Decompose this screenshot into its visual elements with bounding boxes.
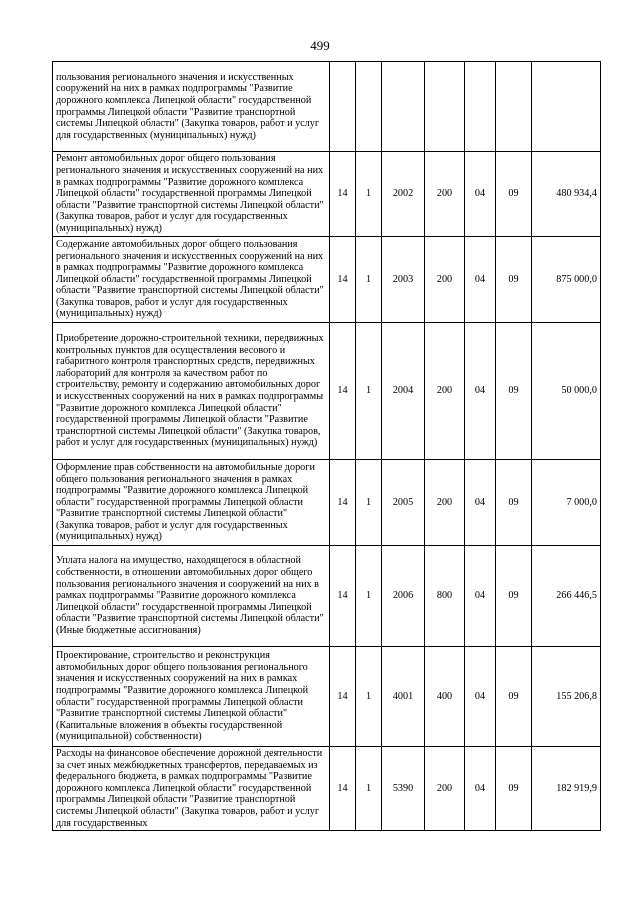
cell-section: 04 [465,546,496,647]
table-row [53,747,601,831]
cell-expense-type: 200 [425,152,465,237]
cell-target-code: 2004 [382,323,425,460]
cell-target-code [382,62,425,152]
cell-subsection: 09 [496,152,532,237]
cell-program-code: 1 [356,747,382,831]
table-row [53,546,601,647]
row-description: Ремонт автомобильных дорог общего пользования регионального значения и искусственных сооружений на них в рамках подпрограммы "Развитие дорожного комплекса Липецкой области" государственной программы Липецкой области "Развитие транспортной системы Липецкой области" (Закупка товаров, работ и услуг для государственных (муниципальных) нужд) [53,152,330,237]
cell-expense-type: 200 [425,460,465,546]
cell-section: 04 [465,152,496,237]
row-description: Расходы на финансовое обеспечение дорожной деятельности за счет иных межбюджетных трансфертов, передаваемых из федерального бюджета, в рамках подпрограммы "Развитие дорожного комплекса Липецкой области" государственной программы Липецкой области "Развитие транспортной системы Липецкой области" (Закупка товаров, работ и услуг для государственных [53,747,330,831]
cell-amount: 266 446,5 [532,546,601,647]
cell-target-code: 4001 [382,647,425,747]
cell-program-code: 1 [356,237,382,323]
cell-target-code: 2002 [382,152,425,237]
cell-section: 04 [465,647,496,747]
cell-expense-type: 400 [425,647,465,747]
cell-ministry-code: 14 [330,546,356,647]
cell-target-code: 2003 [382,237,425,323]
cell-subsection: 09 [496,460,532,546]
cell-program-code: 1 [356,546,382,647]
cell-amount: 50 000,0 [532,323,601,460]
table-row [53,647,601,747]
cell-program-code: 1 [356,323,382,460]
cell-section [465,62,496,152]
cell-subsection [496,62,532,152]
cell-ministry-code: 14 [330,323,356,460]
cell-section: 04 [465,460,496,546]
cell-target-code: 2005 [382,460,425,546]
cell-program-code: 1 [356,152,382,237]
table-row [53,237,601,323]
cell-expense-type: 800 [425,546,465,647]
cell-target-code: 5390 [382,747,425,831]
row-description: пользования регионального значения и искусственных сооружений на них в рамках подпрограммы "Развитие дорожного комплекса Липецкой области" государственной программы Липецкой области "Развитие транспортной системы Липецкой области" (Закупка товаров, работ и услуг для государственных (муниципальных) нужд) [53,62,330,152]
cell-ministry-code: 14 [330,237,356,323]
cell-subsection: 09 [496,546,532,647]
cell-ministry-code: 14 [330,647,356,747]
row-description: Приобретение дорожно-строительной техники, передвижных контрольных пунктов для осуществления весового и габаритного контроля транспортных средств, передвижных лабораторий для контроля за качеством работ по строительству, ремонту и содержанию автомобильных дорог и искусственных сооружений на них в рамках подпрограммы "Развитие дорожного комплекса Липецкой области" государственной программы Липецкой области "Развитие транспортной системы Липецкой области" (Закупка товаров, работ и услуг для государственных (муниципальных) нужд) [53,323,330,460]
cell-subsection: 09 [496,647,532,747]
page-number: 499 [310,38,330,53]
table-row [53,323,601,460]
row-description: Оформление прав собственности на автомобильные дороги общего пользования регионального значения в рамках подпрограммы "Развитие дорожного комплекса Липецкой области" государственной программы Липецкой области "Развитие транспортной системы Липецкой области" (Закупка товаров, работ и услуг для государственных (муниципальных) нужд) [53,460,330,546]
cell-ministry-code [330,62,356,152]
cell-amount [532,62,601,152]
cell-subsection: 09 [496,237,532,323]
cell-expense-type: 200 [425,323,465,460]
cell-amount: 155 206,8 [532,647,601,747]
row-description: Содержание автомобильных дорог общего пользования регионального значения и искусственных сооружений на них в рамках подпрограммы "Развитие дорожного комплекса Липецкой области" государственной программы Липецкой области "Развитие транспортной системы Липецкой области" (Закупка товаров, работ и услуг для государственных (муниципальных) нужд) [53,237,330,323]
cell-ministry-code: 14 [330,152,356,237]
budget-table [52,61,601,831]
cell-subsection: 09 [496,323,532,460]
row-description: Проектирование, строительство и реконструкция автомобильных дорог общего пользования регионального значения и искусственных сооружений на них в рамках подпрограммы "Развитие дорожного комплекса Липецкой области" государственной программы Липецкой области "Развитие транспортной системы Липецкой области" (Капитальные вложения в объекты государственной (муниципальной) собственности) [53,647,330,747]
cell-program-code [356,62,382,152]
row-description: Уплата налога на имущество, находящегося в областной собственности, в отношении автомобильных дорог общего пользования регионального значения и сооружений на них в рамках подпрограммы "Развитие дорожного комплекса Липецкой области" государственной программы Липецкой области "Развитие транспортной системы Липецкой области" (Иные бюджетные ассигнования) [53,546,330,647]
cell-amount: 480 934,4 [532,152,601,237]
cell-section: 04 [465,237,496,323]
table-row [53,62,601,152]
cell-amount: 7 000,0 [532,460,601,546]
cell-program-code: 1 [356,647,382,747]
cell-program-code: 1 [356,460,382,546]
cell-amount: 182 919,9 [532,747,601,831]
table-row [53,152,601,237]
cell-ministry-code: 14 [330,747,356,831]
cell-target-code: 2006 [382,546,425,647]
cell-expense-type: 200 [425,237,465,323]
cell-ministry-code: 14 [330,460,356,546]
cell-expense-type [425,62,465,152]
cell-expense-type: 200 [425,747,465,831]
cell-section: 04 [465,323,496,460]
cell-amount: 875 000,0 [532,237,601,323]
table-row [53,460,601,546]
cell-section: 04 [465,747,496,831]
cell-subsection: 09 [496,747,532,831]
